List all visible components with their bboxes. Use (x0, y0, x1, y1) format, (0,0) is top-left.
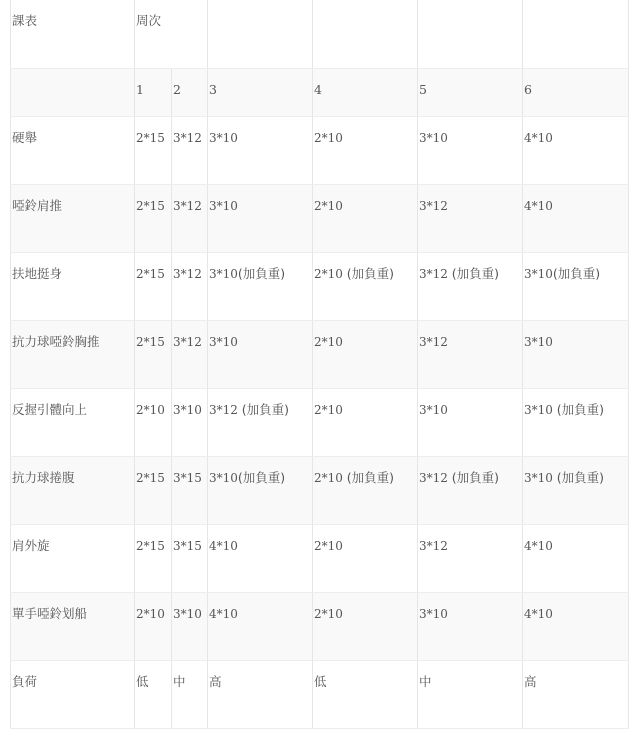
sets-reps-cell (523, 116, 629, 184)
week-number-cell: 1 (135, 68, 172, 116)
sets-reps-value: 2*10 (136, 606, 165, 621)
sets-reps-value: 2*10 (314, 198, 343, 213)
sets-reps-value: 3*10 (173, 606, 202, 621)
sets-reps-cell (523, 456, 629, 524)
weighted-note: (加負重) (556, 401, 604, 417)
sets-reps-cell (523, 320, 629, 388)
load-value-cell: 高 (523, 660, 629, 728)
load-value-cell: 高 (208, 660, 313, 728)
sets-reps-value: 4*10 (209, 538, 238, 553)
sets-reps-value: 2*10 (314, 402, 343, 417)
sets-reps-value: 2*15 (136, 470, 165, 485)
sets-reps-value: 2*10 (136, 402, 165, 417)
header-row (11, 0, 629, 68)
weighted-note: (加負重) (237, 469, 286, 485)
training-schedule-table (10, 0, 629, 729)
sets-reps-value: 3*15 (173, 470, 202, 485)
sets-reps-value: 4*10 (524, 538, 553, 553)
weighted-note: (加負重) (556, 469, 604, 485)
sets-reps-value: 3*12 (173, 130, 202, 145)
load-value-cell: 低 (135, 660, 172, 728)
sets-reps-cell (418, 184, 523, 252)
week-number-cell: 6 (523, 68, 629, 116)
empty-header-cell (523, 0, 629, 68)
sets-reps-value: 3*10 (173, 402, 202, 417)
sets-reps-value: 3*12 (209, 402, 242, 417)
sets-reps-value: 3*12 (173, 198, 202, 213)
sets-reps-cell (208, 252, 313, 320)
table-row (11, 592, 629, 660)
sets-reps-cell (135, 456, 172, 524)
sets-reps-value: 4*10 (524, 130, 553, 145)
sets-reps-value: 3*10 (524, 266, 553, 281)
sets-reps-value: 3*10 (209, 130, 238, 145)
week-number-cell: 5 (418, 68, 523, 116)
empty-header-cell (418, 0, 523, 68)
empty-label-cell (11, 68, 135, 116)
sets-reps-value: 3*12 (419, 334, 448, 349)
table-row (11, 320, 629, 388)
sets-reps-cell (208, 184, 313, 252)
sets-reps-value: 2*15 (136, 334, 165, 349)
sets-reps-value: 3*12 (419, 266, 452, 281)
sets-reps-cell (418, 320, 523, 388)
sets-reps-cell (172, 252, 208, 320)
load-value-cell: 中 (172, 660, 208, 728)
sets-reps-cell (208, 592, 313, 660)
sets-reps-cell (135, 184, 172, 252)
load-label-cell: 負荷 (11, 660, 135, 728)
sets-reps-cell (313, 320, 418, 388)
table-title-cell: 課表 (11, 0, 135, 68)
sets-reps-value: 2*10 (314, 334, 343, 349)
sets-reps-cell (135, 388, 172, 456)
table-row (11, 388, 629, 456)
sets-reps-cell (523, 388, 629, 456)
table-row (11, 116, 629, 184)
exercise-name-cell: 肩外旋 (11, 524, 135, 592)
sets-reps-value: 2*10 (314, 130, 343, 145)
sets-reps-cell (208, 524, 313, 592)
sets-reps-cell (418, 524, 523, 592)
sets-reps-value: 2*10 (314, 470, 347, 485)
sets-reps-cell (418, 252, 523, 320)
sets-reps-cell (172, 184, 208, 252)
sets-reps-value: 3*12 (419, 538, 448, 553)
sets-reps-cell (135, 524, 172, 592)
sets-reps-value: 3*10 (419, 606, 448, 621)
weighted-note: (加負重) (241, 401, 289, 417)
sets-reps-value: 3*10 (419, 130, 448, 145)
week-number-cell: 3 (208, 68, 313, 116)
sets-reps-cell (313, 592, 418, 660)
sets-reps-cell (418, 388, 523, 456)
sets-reps-cell (523, 592, 629, 660)
sets-reps-value: 2*10 (314, 538, 343, 553)
table-row (11, 184, 629, 252)
weighted-note: (加負重) (237, 265, 286, 281)
sets-reps-value: 3*10 (524, 402, 557, 417)
sets-reps-value: 3*10 (209, 266, 238, 281)
sets-reps-cell (313, 388, 418, 456)
sets-reps-cell (135, 320, 172, 388)
sets-reps-value: 4*10 (524, 606, 553, 621)
sets-reps-cell (172, 524, 208, 592)
week-number-row (11, 68, 629, 116)
sets-reps-value: 2*10 (314, 266, 347, 281)
weighted-note: (加負重) (552, 265, 601, 281)
exercise-name-cell: 單手啞鈴划船 (11, 592, 135, 660)
sets-reps-cell (313, 524, 418, 592)
sets-reps-value: 3*12 (173, 334, 202, 349)
weighted-note: (加負重) (451, 265, 499, 281)
sets-reps-value: 2*10 (314, 606, 343, 621)
weighted-note: (加負重) (451, 469, 499, 485)
sets-reps-value: 3*10 (209, 470, 238, 485)
sets-reps-value: 2*15 (136, 538, 165, 553)
sets-reps-cell (418, 456, 523, 524)
table-row (11, 524, 629, 592)
load-value-cell: 低 (313, 660, 418, 728)
week-label-cell: 周次 (135, 0, 208, 68)
sets-reps-cell (208, 456, 313, 524)
sets-reps-cell (172, 116, 208, 184)
weighted-note: (加負重) (346, 265, 394, 281)
sets-reps-value: 2*15 (136, 130, 165, 145)
sets-reps-cell (172, 388, 208, 456)
sets-reps-value: 3*12 (419, 470, 452, 485)
sets-reps-cell (313, 184, 418, 252)
exercise-name-cell: 硬舉 (11, 116, 135, 184)
exercise-name-cell: 反握引體向上 (11, 388, 135, 456)
week-number-cell: 2 (172, 68, 208, 116)
sets-reps-cell (172, 320, 208, 388)
sets-reps-value: 4*10 (209, 606, 238, 621)
exercise-name-cell: 抗力球捲腹 (11, 456, 135, 524)
table-body (11, 0, 629, 728)
sets-reps-cell (172, 456, 208, 524)
load-row (11, 660, 629, 728)
empty-header-cell (313, 0, 418, 68)
sets-reps-cell (418, 592, 523, 660)
exercise-name-cell: 抗力球啞鈴胸推 (11, 320, 135, 388)
sets-reps-value: 3*12 (173, 266, 202, 281)
sets-reps-value: 3*10 (524, 470, 557, 485)
sets-reps-value: 3*12 (419, 198, 448, 213)
empty-header-cell (208, 0, 313, 68)
sets-reps-value: 4*10 (524, 198, 553, 213)
sets-reps-cell (208, 320, 313, 388)
week-number-cell: 4 (313, 68, 418, 116)
sets-reps-cell (523, 252, 629, 320)
sets-reps-cell (135, 252, 172, 320)
sets-reps-cell (313, 252, 418, 320)
sets-reps-value: 3*10 (524, 334, 553, 349)
sets-reps-value: 3*10 (419, 402, 448, 417)
weighted-note: (加負重) (346, 469, 394, 485)
sets-reps-value: 2*15 (136, 266, 165, 281)
sets-reps-cell (135, 116, 172, 184)
sets-reps-value: 3*10 (209, 334, 238, 349)
sets-reps-cell (313, 116, 418, 184)
sets-reps-cell (172, 592, 208, 660)
load-value-cell: 中 (418, 660, 523, 728)
table-row (11, 456, 629, 524)
sets-reps-cell (523, 184, 629, 252)
sets-reps-cell (523, 524, 629, 592)
sets-reps-cell (313, 456, 418, 524)
sets-reps-cell (135, 592, 172, 660)
sets-reps-cell (418, 116, 523, 184)
sets-reps-value: 3*15 (173, 538, 202, 553)
sets-reps-cell (208, 116, 313, 184)
sets-reps-cell (208, 388, 313, 456)
exercise-name-cell: 啞鈴肩推 (11, 184, 135, 252)
sets-reps-value: 3*10 (209, 198, 238, 213)
sets-reps-value: 2*15 (136, 198, 165, 213)
exercise-name-cell: 扶地挺身 (11, 252, 135, 320)
table-row (11, 252, 629, 320)
